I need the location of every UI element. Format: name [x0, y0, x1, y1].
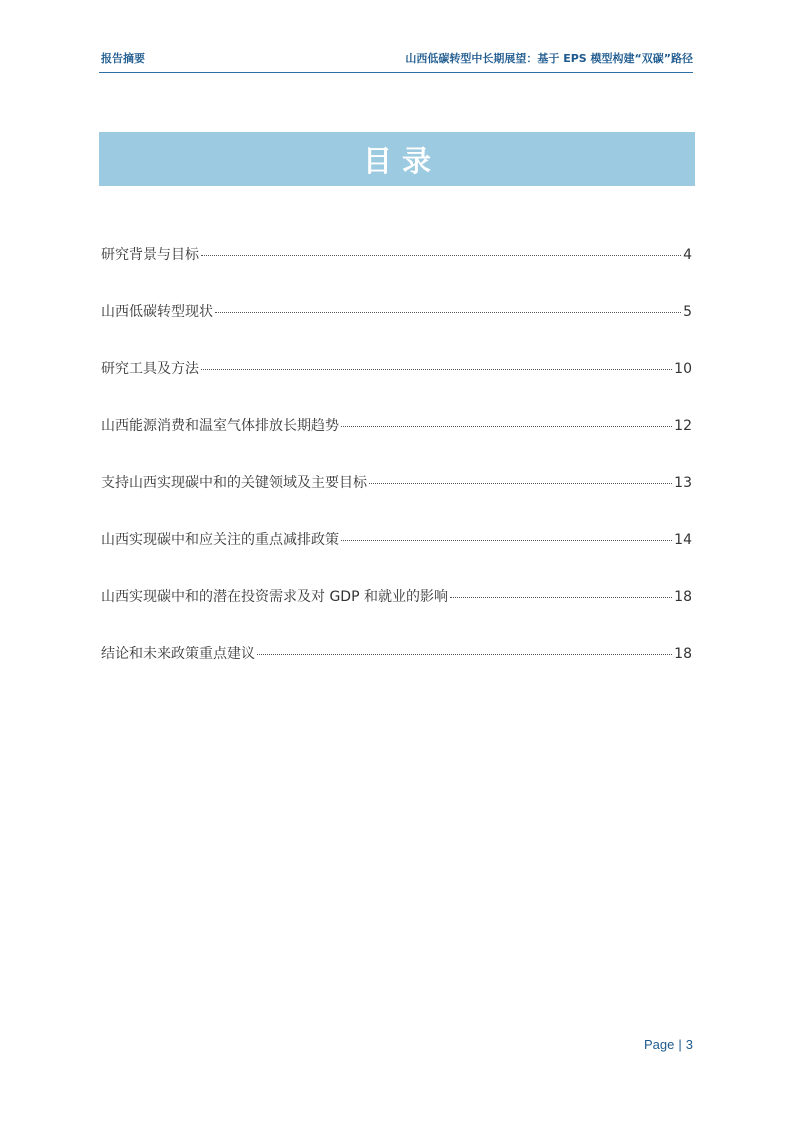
toc-entry-page[interactable]: 18	[674, 589, 692, 605]
toc-entry-page[interactable]: 10	[674, 361, 692, 377]
toc-entry-page[interactable]: 4	[683, 247, 692, 263]
toc-entry[interactable]	[101, 472, 692, 529]
toc-entry-page[interactable]: 18	[674, 646, 692, 662]
toc-leader-dots	[369, 483, 672, 484]
footer-page-label: Page	[644, 1037, 675, 1052]
toc-entry[interactable]	[101, 415, 692, 472]
toc-entry-page[interactable]: 13	[674, 475, 692, 491]
header-divider	[99, 72, 693, 73]
toc-entry[interactable]	[101, 244, 692, 301]
toc-entry-label[interactable]: 研究工具及方法	[101, 361, 199, 377]
toc-entry[interactable]	[101, 358, 692, 415]
toc-entry[interactable]	[101, 643, 692, 700]
toc-leader-dots	[341, 426, 672, 427]
toc-leader-dots	[215, 312, 681, 313]
toc-entry[interactable]	[101, 529, 692, 586]
toc-entry-label[interactable]: 山西低碳转型现状	[101, 304, 213, 320]
toc-entry-page[interactable]: 14	[674, 532, 692, 548]
page-footer	[644, 1037, 693, 1052]
toc-entry-label[interactable]: 山西实现碳中和应关注的重点减排政策	[101, 532, 339, 548]
toc-entry-label[interactable]: 山西能源消费和温室气体排放长期趋势	[101, 418, 339, 434]
toc-leader-dots	[257, 654, 672, 655]
toc-leader-dots	[450, 597, 672, 598]
toc-entry-page[interactable]: 5	[683, 304, 692, 320]
toc-entry-label[interactable]: 研究背景与目标	[101, 247, 199, 263]
header-section-label: 报告摘要	[101, 52, 145, 65]
toc-entry-label[interactable]: 支持山西实现碳中和的关键领域及主要目标	[101, 475, 367, 491]
toc-leader-dots	[201, 255, 681, 256]
footer-separator: |	[678, 1037, 682, 1052]
footer-page-number: 3	[685, 1037, 693, 1052]
toc-entry[interactable]	[101, 301, 692, 358]
toc-title-banner	[99, 132, 695, 186]
toc-leader-dots	[201, 369, 672, 370]
header-report-title: 山西低碳转型中长期展望：基于 EPS 模型构建“双碳”路径	[405, 52, 693, 65]
toc-entry-page[interactable]: 12	[674, 418, 692, 434]
toc-entry[interactable]	[101, 586, 692, 643]
toc-leader-dots	[341, 540, 672, 541]
toc-title: 目录	[362, 143, 441, 178]
running-header	[99, 48, 693, 72]
toc-entry-label[interactable]: 山西实现碳中和的潜在投资需求及对 GDP 和就业的影响	[101, 589, 448, 605]
toc-entry-label[interactable]: 结论和未来政策重点建议	[101, 646, 255, 662]
table-of-contents	[101, 244, 692, 700]
